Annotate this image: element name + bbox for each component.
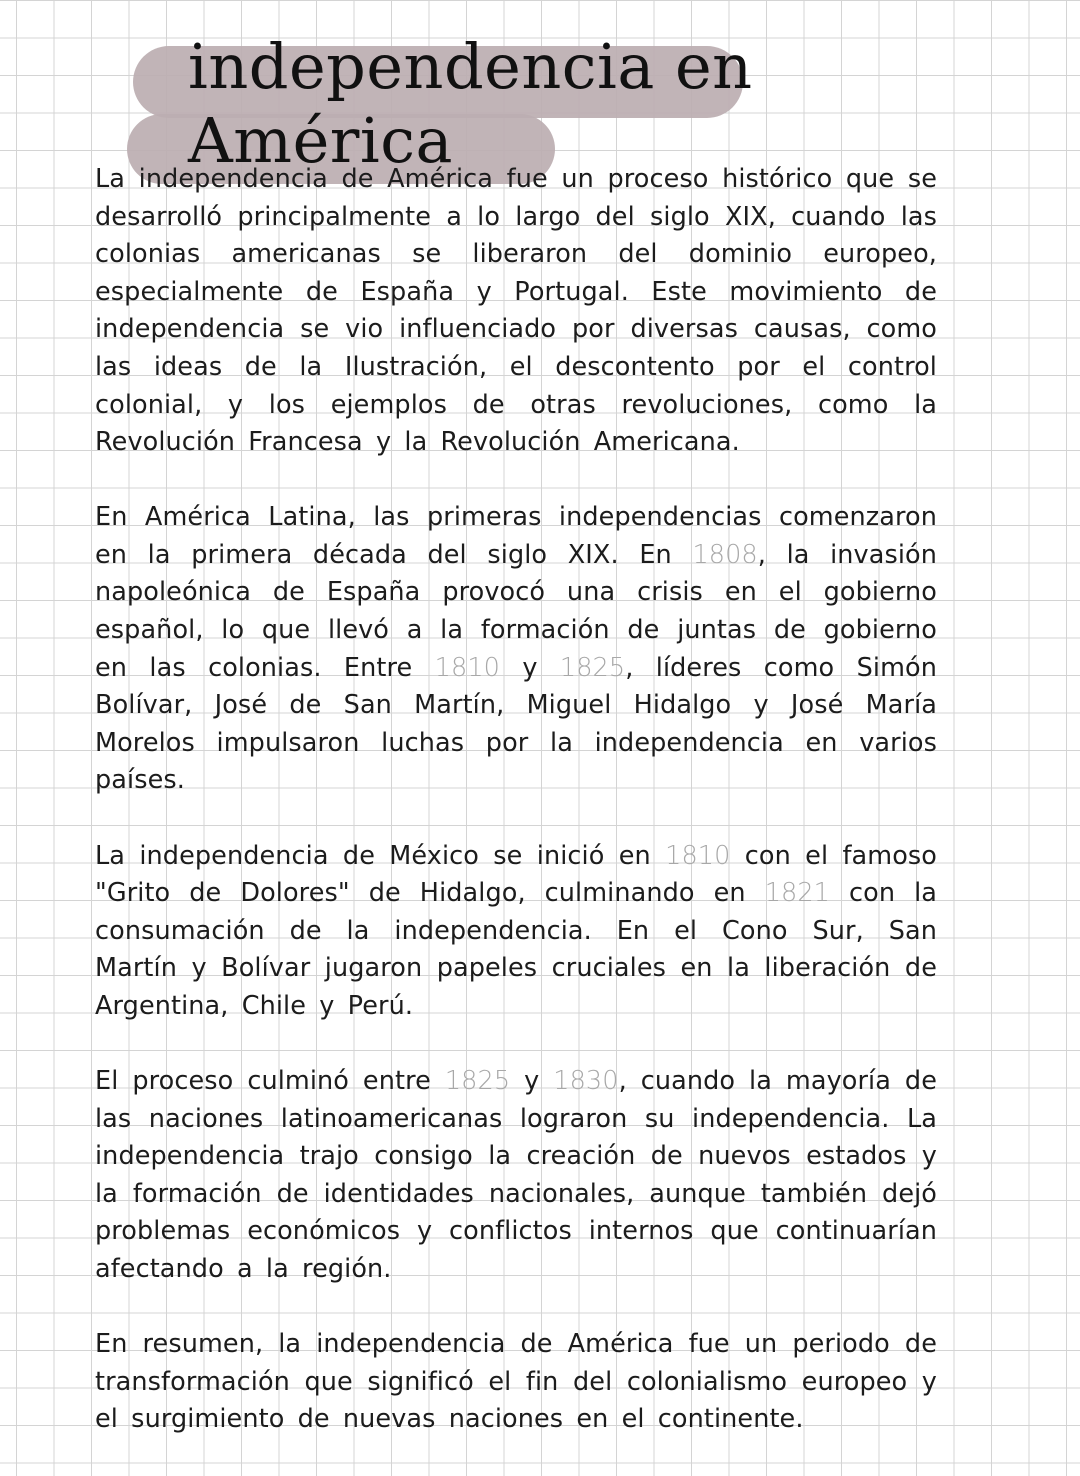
paragraph-summary [95, 1326, 937, 1439]
paragraph-latin-america [95, 499, 937, 800]
year-1810: 1810 [665, 840, 731, 871]
text-run: , líderes como Simón Bolívar, José de San Martín, Miguel Hidalgo y José María Morelos impulsaron luchas por la independencia en varios países. [95, 652, 937, 796]
year-1821: 1821 [764, 878, 830, 909]
year-1825: 1825 [559, 652, 626, 683]
text-run: con el famoso "Grito de Dolores" de Hidalgo, culminando en [95, 840, 937, 909]
paragraph-mexico [95, 838, 937, 1026]
title-line-1: independencia en [188, 30, 753, 103]
text-run: , cuando la mayoría de las naciones latinoamericanas lograron su independencia. La independencia trajo consigo la creación de nuevos estados y la formación de identidades nacionales, aunque también dejó problemas económicos y conflictos internos que continuarían afectando a la región. [95, 1065, 937, 1284]
text-run: , la invasión napoleónica de España provocó una crisis en el gobierno español, lo que llevó a la formación de juntas de gobierno en las colonias. Entre [95, 539, 937, 683]
text-run: La independencia de México se inició en [95, 840, 666, 871]
page-title [188, 30, 753, 178]
year-1825: 1825 [444, 1065, 511, 1096]
text-run: y [499, 652, 560, 683]
year-1808: 1808 [692, 539, 758, 570]
year-1810: 1810 [434, 652, 500, 683]
text-run: La independencia de América fue un proceso histórico que se desarrolló principalmente a lo largo del siglo XIX, cuando las colonias americanas se liberaron del dominio europeo, especialmente de España y Portugal. Este movimiento de independencia se vio influenciado por diversas causas, como las ideas de la Ilustración, el descontento por el control colonial, y los ejemplos de otras revoluciones, como la Revolución Francesa y la Revolución Americana. [95, 164, 937, 458]
paragraph-intro [95, 161, 937, 462]
text-run: En América Latina, las primeras independencias comenzaron en la primera década del siglo XIX. En [95, 502, 937, 570]
text-run: El proceso culminó entre [95, 1065, 445, 1096]
title-line-2: América [188, 104, 453, 177]
paragraph-culmination [95, 1063, 937, 1289]
body-text [95, 161, 937, 1476]
year-1830: 1830 [553, 1065, 619, 1096]
text-run: con la consumación de la independencia. En el Cono Sur, San Martín y Bolívar jugaron papeles cruciales en la liberación de Argentina, Chile y Perú. [95, 878, 938, 1021]
text-run: y [510, 1065, 554, 1096]
text-run: En resumen, la independencia de América fue un periodo de transformación que significó el fin del colonialismo europeo y el surgimiento de nuevas naciones en el continente. [95, 1329, 937, 1435]
